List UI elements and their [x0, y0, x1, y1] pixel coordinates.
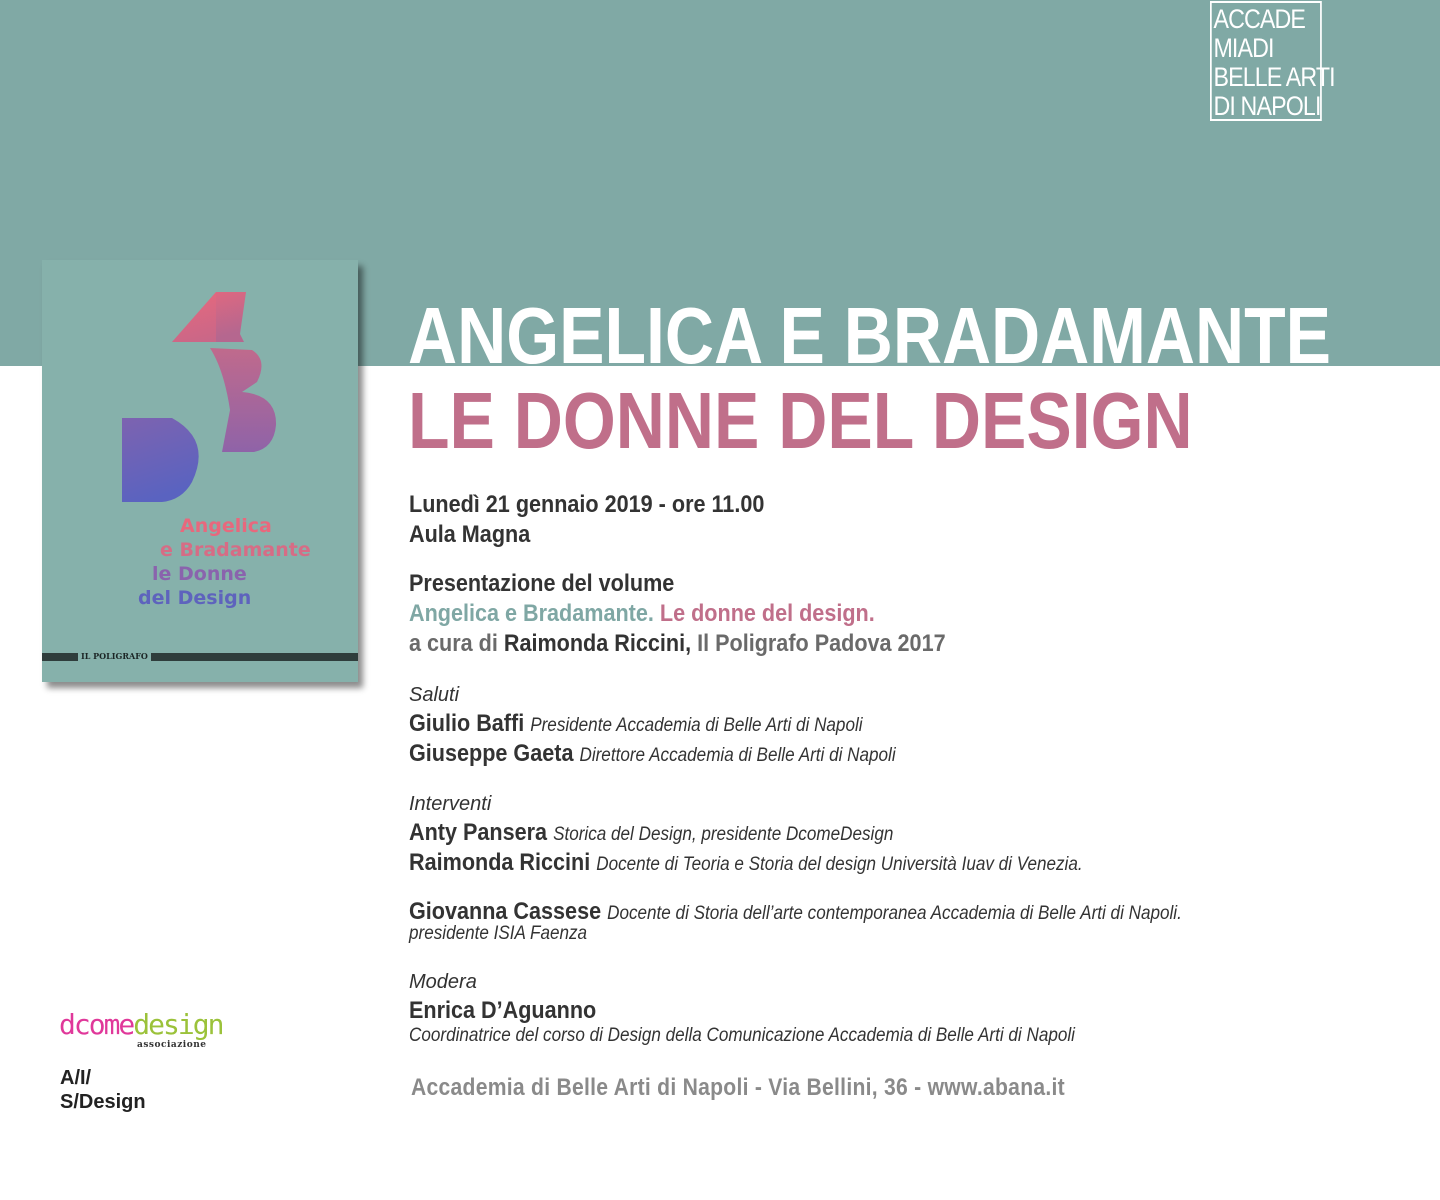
aisdesign-logo — [60, 1066, 146, 1114]
dcome-text: dcome — [59, 1008, 134, 1041]
event-date: Lunedì 21 gennaio 2019 - ore 11.00 — [409, 491, 765, 518]
person-name: Giovanna Cassese — [409, 898, 602, 925]
person-name: Giulio Baffi — [409, 710, 525, 737]
event-venue: Aula Magna — [409, 521, 531, 548]
modera-label: Modera — [409, 971, 477, 993]
person-role: Storica del Design, presidente DcomeDesign — [553, 824, 894, 845]
person-role-extra: presidente ISIA Faenza — [409, 923, 588, 944]
person-name: Giuseppe Gaeta — [409, 740, 574, 767]
saluti-person — [409, 709, 863, 741]
interventi-person — [409, 818, 893, 850]
logo-line: ACCADE — [1213, 4, 1306, 34]
person-role: Docente di Storia dell’arte contemporanea Accademia di Belle Arti di Napoli. — [607, 903, 1182, 924]
cover-title-line: e Bradamante — [160, 539, 311, 561]
person-role: Direttore Accademia di Belle Arti di Napoli — [579, 745, 896, 766]
book-cover — [42, 260, 358, 682]
editor-name: Raimonda Riccini, — [503, 630, 692, 657]
logo-line: BELLE ARTI — [1213, 62, 1335, 92]
moderator-name: Enrica D’Aguanno — [409, 997, 597, 1024]
headline-subtitle: LE DONNE DEL DESIGN — [408, 376, 1193, 465]
person-name: Raimonda Riccini — [409, 849, 591, 876]
presentation-label: Presentazione del volume — [409, 570, 675, 597]
academy-logo — [1210, 1, 1335, 121]
saluti-person — [409, 739, 896, 771]
person-role: Docente di Teoria e Storia del design Università Iuav di Venezia. — [596, 854, 1083, 875]
logo-line: DI NAPOLI — [1213, 91, 1321, 121]
book-title-line — [409, 599, 875, 629]
saluti-label: Saluti — [409, 684, 460, 706]
cover-title-line: Angelica — [180, 515, 272, 537]
dcomedesign-logo — [59, 1010, 222, 1040]
interventi-person — [409, 848, 1083, 880]
cover-publisher: IL POLIGRAFO — [78, 651, 151, 662]
editor-prefix: a cura di — [409, 630, 498, 657]
cover-title-line: le Donne — [152, 563, 247, 585]
ais-line: A/I/ — [60, 1067, 92, 1089]
cover-title-line: del Design — [138, 587, 252, 609]
interventi-label: Interventi — [409, 793, 492, 815]
editor-line — [409, 629, 946, 659]
footer-address: Accademia di Belle Arti di Napoli - Via Bellini, 36 - www.abana.it — [411, 1074, 1065, 1101]
cover-publisher-bar — [42, 653, 358, 661]
book-publisher: Il Poligrafo Padova 2017 — [697, 630, 946, 657]
moderator-role: Coordinatrice del corso di Design della Comunicazione Accademia di Belle Arti di Napoli — [409, 1025, 1075, 1046]
dcomedesign-assoc: associazione — [137, 1040, 207, 1050]
design-text: design — [133, 1008, 223, 1041]
book-title-a: Angelica e Bradamante. — [409, 600, 654, 627]
ais-line: S/Design — [60, 1091, 146, 1113]
person-name: Anty Pansera — [409, 819, 548, 846]
person-role: Presidente Accademia di Belle Arti di Napoli — [530, 715, 863, 736]
logo-line: MIADI — [1213, 33, 1274, 63]
headline-title: ANGELICA E BRADAMANTE — [408, 291, 1332, 380]
cover-graphic-icon — [42, 260, 358, 510]
book-title-b: Le donne del design. — [659, 600, 875, 627]
